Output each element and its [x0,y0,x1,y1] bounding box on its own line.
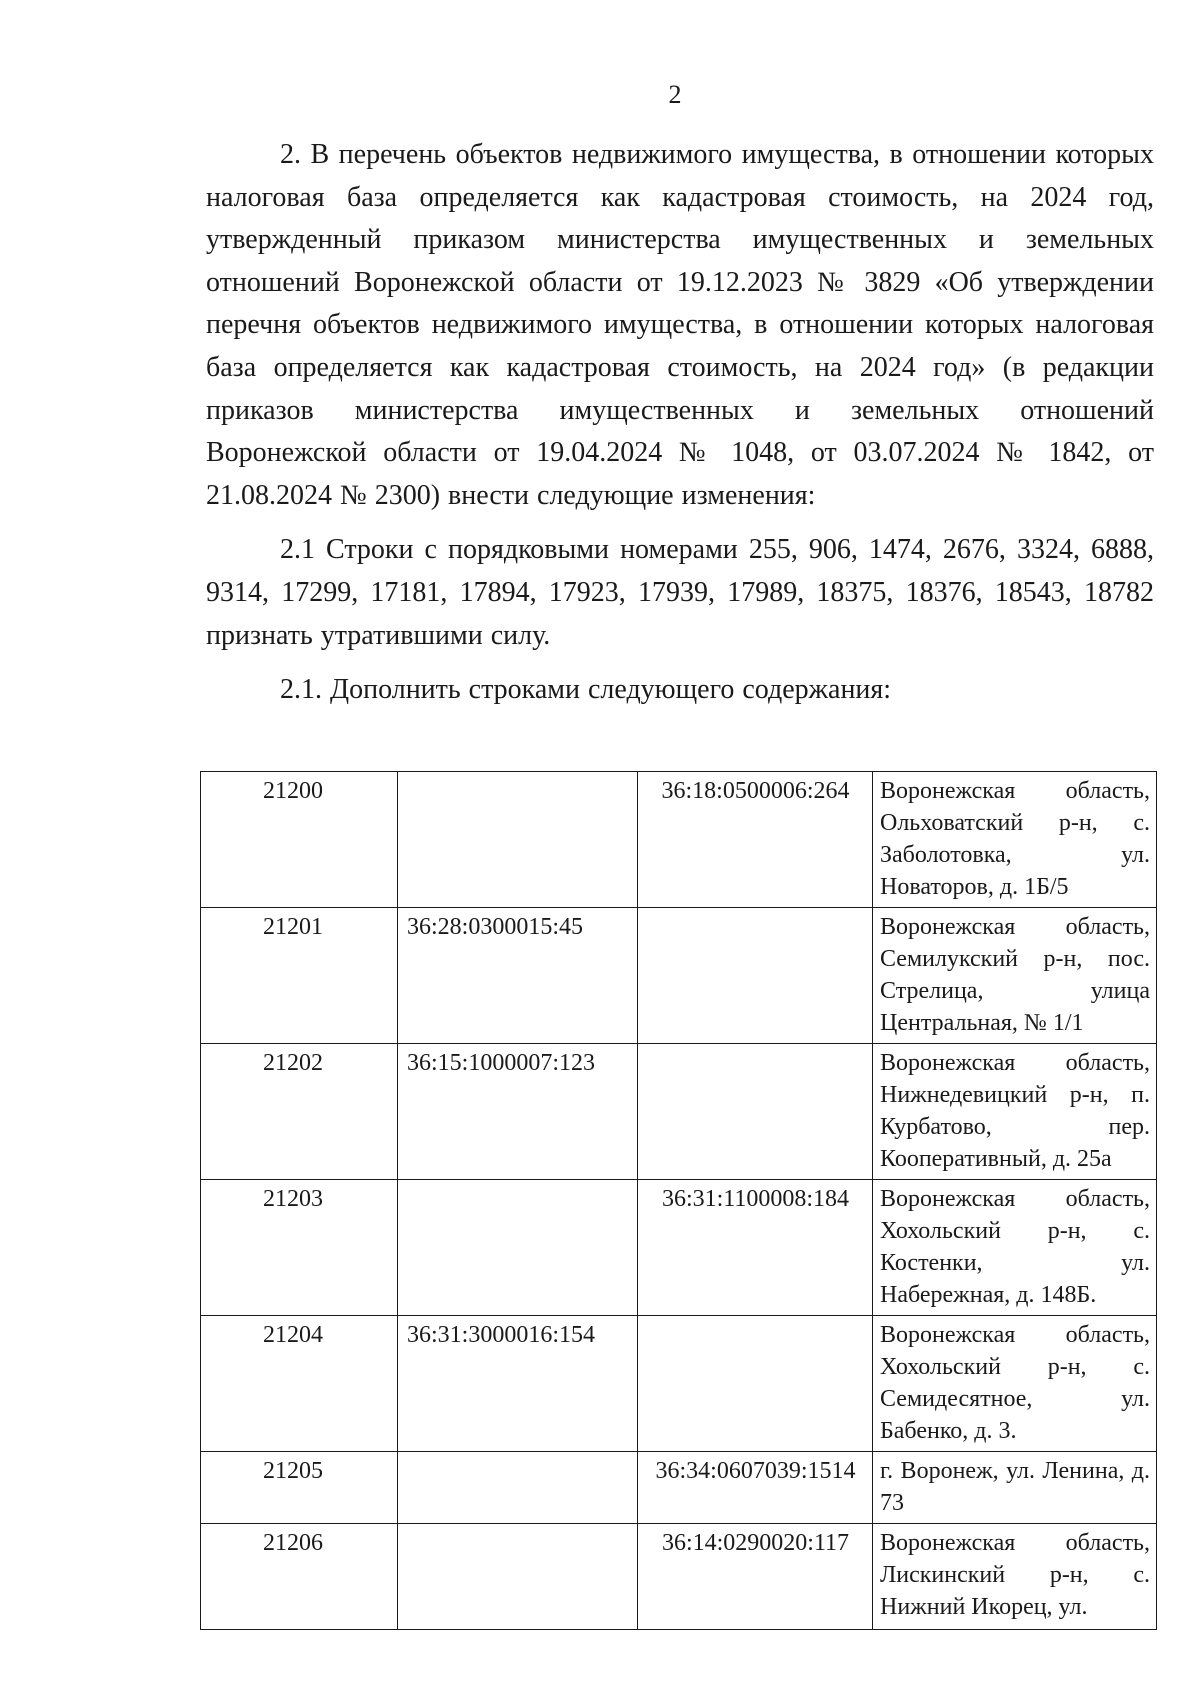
cadastral-number-premises [638,1044,873,1180]
paragraph-amendment-intro: 2. В перечень объектов недвижимого имущества, в отношении которых налоговая база определяется как кадастровая стоимость, на 2024 год, утвержденный приказом министерства имущественных и земельных отношений Воронежской области от 19.12.2023 № 3829 «Об утверждении перечня объектов недвижимого имущества, в отношении которых налоговая база определяется как кадастровая стоимость, на 2024 год» (в редакции приказов министерства имущественных и земельных отношений Воронежской области от 19.04.2024 № 1048, от 03.07.2024 № 1842, от 21.08.2024 № 2300) внести следующие изменения: [206,139,1154,511]
row-number: 21205 [201,1452,398,1524]
cadastral-number-premises: 36:34:0607039:1514 [638,1452,873,1524]
address: Воронежская область, Нижнедевицкий р-н, п. Курбатово, пер. Кооперативный, д. 25а [873,1044,1157,1180]
cadastral-number-premises: 36:14:0290020:117 [638,1524,873,1630]
table-row [201,1524,1157,1630]
cadastral-number-building [398,1452,638,1524]
row-number: 21201 [201,908,398,1044]
address: Воронежская область, Семилукский р-н, пос. Стрелица, улица Центральная, № 1/1 [873,908,1157,1044]
cadastral-number-premises: 36:31:1100008:184 [638,1180,873,1316]
document-body [206,134,1154,712]
cadastral-number-building [398,1524,638,1630]
paragraph-lines-repealed: 2.1 Строки с порядковыми номерами 255, 906, 1474, 2676, 3324, 6888, 9314, 17299, 17181, 17894, 17923, 17939, 17989, 18375, 18376, 18543, 18782 признать утратившими силу. [206,534,1154,651]
cadastral-number-premises: 36:18:0500006:264 [638,772,873,908]
page-number: 2 [668,80,682,109]
table-row [201,908,1157,1044]
property-list-table [200,771,1157,1630]
address: Воронежская область, Хохольский р-н, с. Семидесятное, ул. Бабенко, д. 3. [873,1316,1157,1452]
cadastral-number-building: 36:15:1000007:123 [398,1044,638,1180]
table-row [201,1180,1157,1316]
address: г. Воронеж, ул. Ленина, д. 73 [873,1452,1157,1524]
table-row [201,772,1157,908]
address: Воронежская область, Лискинский р-н, с. Нижний Икорец, ул. [873,1524,1157,1630]
address: Воронежская область, Хохольский р-н, с. Костенки, ул. Набережная, д. 148Б. [873,1180,1157,1316]
cadastral-number-building [398,1180,638,1316]
table-row [201,1452,1157,1524]
row-number: 21206 [201,1524,398,1630]
cadastral-number-premises [638,1316,873,1452]
table-row [201,1044,1157,1180]
cadastral-number-building: 36:28:0300015:45 [398,908,638,1044]
cadastral-number-building [398,772,638,908]
row-number: 21200 [201,772,398,908]
paragraph-add-lines: 2.1. Дополнить строками следующего содержания: [280,674,892,706]
row-number: 21204 [201,1316,398,1452]
cadastral-number-premises [638,908,873,1044]
cadastral-number-building: 36:31:3000016:154 [398,1316,638,1452]
row-number: 21203 [201,1180,398,1316]
table-row [201,1316,1157,1452]
address: Воронежская область, Ольховатский р-н, с. Заболотовка, ул. Новаторов, д. 1Б/5 [873,772,1157,908]
row-number: 21202 [201,1044,398,1180]
